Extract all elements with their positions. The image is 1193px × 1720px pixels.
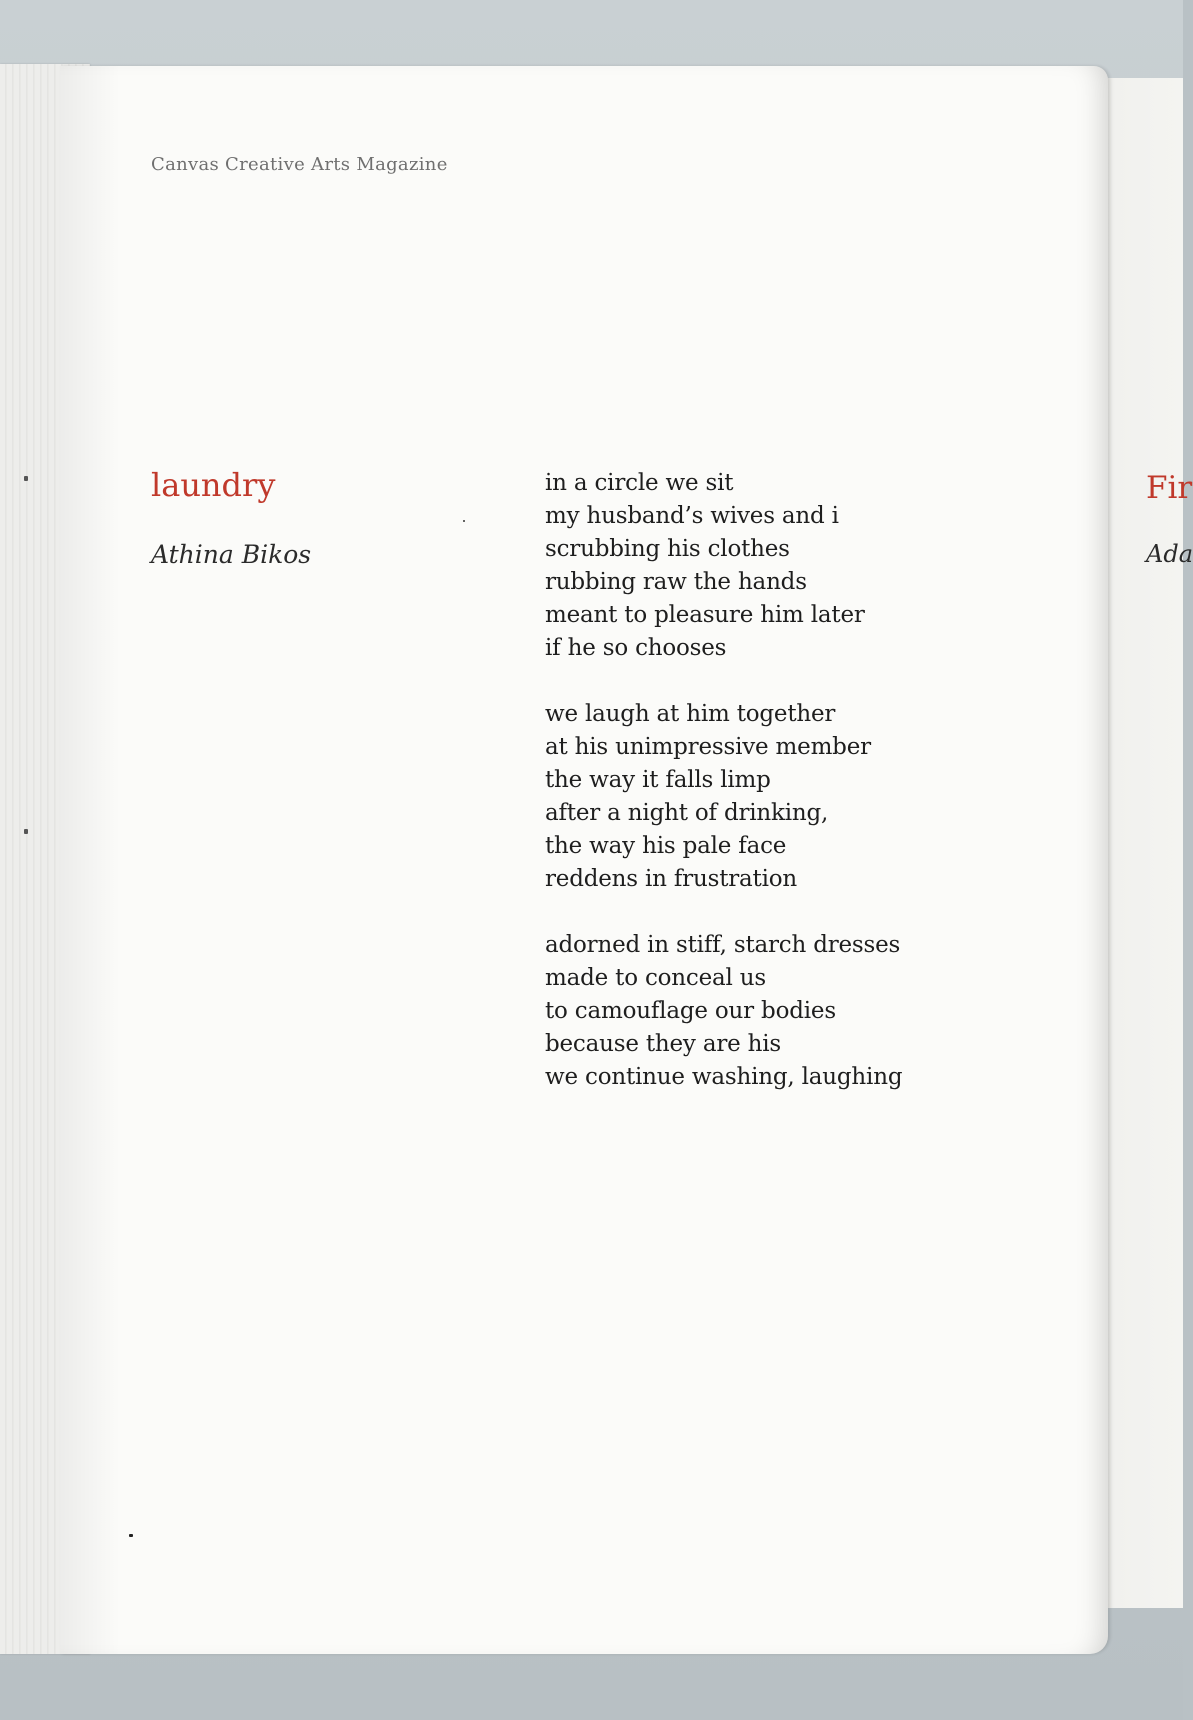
poem-author: Athina Bikos (151, 540, 312, 569)
poem-line: adorned in stiff, starch dresses (545, 932, 901, 958)
next-page-author: Ada (1146, 540, 1193, 568)
poem-title: laundry (151, 466, 276, 504)
poem-line: we laugh at him together (545, 701, 836, 727)
poem-line: meant to pleasure him later (545, 602, 865, 628)
poem-line: my husband’s wives and i (545, 503, 839, 529)
next-page-content (1098, 78, 1193, 1608)
poem-line: made to conceal us (545, 965, 766, 991)
poem-line: at his unimpressive member (545, 734, 871, 760)
poem-line: in a circle we sit (545, 470, 734, 496)
running-header: Canvas Creative Arts Magazine (151, 154, 448, 175)
scan-speck (129, 1534, 133, 1537)
next-page-title: Fir (1146, 470, 1193, 506)
spine-shadow (60, 66, 120, 1654)
poem-line: after a night of drinking, (545, 800, 829, 826)
poem-line: to camouflage our bodies (545, 998, 836, 1024)
poem-line: if he so chooses (545, 635, 727, 661)
scan-speck (24, 829, 28, 834)
poem-body (545, 467, 1065, 1127)
stanza-2 (545, 698, 1065, 896)
poem-line: rubbing raw the hands (545, 569, 807, 595)
stanza-1 (545, 467, 1065, 665)
poem-line: the way his pale face (545, 833, 787, 859)
poem-line: scrubbing his clothes (545, 536, 790, 562)
scan-speck (24, 476, 28, 481)
poem-line: because they are his (545, 1031, 782, 1057)
poem-line: the way it falls limp (545, 767, 771, 793)
scan-speck (463, 520, 465, 522)
poem-line: we continue washing, laughing (545, 1064, 903, 1090)
stanza-3 (545, 929, 1065, 1094)
poem-line: reddens in frustration (545, 866, 798, 892)
